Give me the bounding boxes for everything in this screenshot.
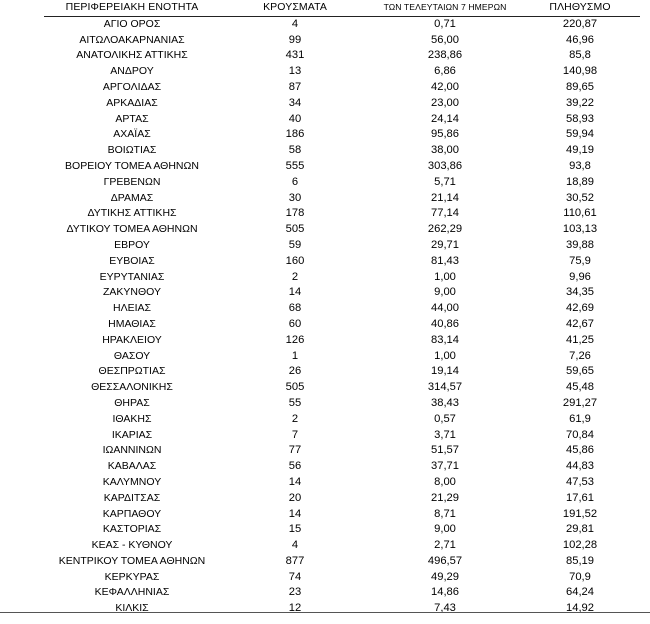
table-row xyxy=(44,285,640,301)
cell-last-7-days: 9,00 xyxy=(434,286,456,299)
cell-regional-unit: ΑΡΚΑΔΙΑΣ xyxy=(106,96,158,109)
table-row xyxy=(44,333,640,349)
table-row xyxy=(44,507,640,523)
cell-last-7-days: 81,43 xyxy=(431,254,459,267)
cell-regional-unit: ΓΡΕΒΕΝΩΝ xyxy=(103,175,161,188)
table-row xyxy=(44,570,640,586)
cell-population: 7,26 xyxy=(569,349,591,362)
cell-regional-unit: ΚΕΡΚΥΡΑΣ xyxy=(104,570,160,583)
cell-cases: 186 xyxy=(285,128,305,141)
cell-population: 191,52 xyxy=(562,507,598,520)
table-row xyxy=(44,301,640,317)
cell-last-7-days: 44,00 xyxy=(431,302,459,315)
cell-population: 17,61 xyxy=(566,491,594,504)
cell-population: 220,87 xyxy=(562,17,598,30)
cell-population: 9,96 xyxy=(569,270,591,283)
cell-population: 47,53 xyxy=(566,475,594,488)
cell-last-7-days: 262,29 xyxy=(427,223,463,236)
cell-population: 42,67 xyxy=(566,317,594,330)
table-row xyxy=(44,143,640,159)
table-row xyxy=(44,396,640,412)
cell-regional-unit: ΑΝΔΡΟΥ xyxy=(110,65,154,78)
header-last-7-days: ΤΩΝ ΤΕΛΕΥΤΑΙΩΝ 7 ΗΜΕΡΩΝ xyxy=(370,0,520,16)
cell-population: 102,28 xyxy=(562,539,598,552)
cell-population: 34,35 xyxy=(566,286,594,299)
cell-population: 45,48 xyxy=(566,381,594,394)
table-row xyxy=(44,127,640,143)
cell-population: 39,22 xyxy=(566,96,594,109)
cell-regional-unit: ΒΟΡΕΙΟΥ ΤΟΜΕΑ ΑΘΗΝΩΝ xyxy=(65,159,199,172)
cell-population: 46,96 xyxy=(566,33,594,46)
cell-last-7-days: 49,29 xyxy=(431,570,459,583)
cell-population: 140,98 xyxy=(562,65,598,78)
cell-cases: 40 xyxy=(288,112,302,125)
cell-cases: 34 xyxy=(288,96,302,109)
header-regional-unit: ΠΕΡΙΦΕΡΕΙΑΚΗ ΕΝΟΤΗΤΑ xyxy=(44,0,220,16)
cell-regional-unit: ΔΥΤΙΚΗΣ ΑΤΤΙΚΗΣ xyxy=(87,207,177,220)
cell-regional-unit: ΑΧΑΪΑΣ xyxy=(113,128,151,141)
cell-population: 30,52 xyxy=(566,191,594,204)
cell-cases: 77 xyxy=(288,444,302,457)
cell-cases: 4 xyxy=(291,539,299,552)
cell-cases: 126 xyxy=(285,333,305,346)
cell-cases: 56 xyxy=(288,460,302,473)
cell-regional-unit: ΔΡΑΜΑΣ xyxy=(110,191,154,204)
table-row xyxy=(44,112,640,128)
header-cases: ΚΡΟΥΣΜΑΤΑ xyxy=(220,0,370,16)
cell-last-7-days: 14,86 xyxy=(431,586,459,599)
table-row xyxy=(44,443,640,459)
cell-population: 110,61 xyxy=(563,207,597,220)
table-row xyxy=(44,48,640,64)
cell-population: 70,84 xyxy=(566,428,594,441)
cell-cases: 2 xyxy=(291,270,299,283)
document-sheet xyxy=(44,0,640,617)
cell-cases: 7 xyxy=(291,428,299,441)
cell-cases: 505 xyxy=(285,223,305,236)
cell-regional-unit: ΘΕΣΣΑΛΟΝΙΚΗΣ xyxy=(91,381,173,394)
cell-regional-unit: ΚΑΣΤΟΡΙΑΣ xyxy=(102,523,162,536)
cell-population: 49,19 xyxy=(566,144,594,157)
cell-cases: 55 xyxy=(288,396,302,409)
cell-last-7-days: 38,43 xyxy=(431,396,459,409)
cell-cases: 160 xyxy=(285,254,305,267)
cell-population: 61,9 xyxy=(569,412,591,425)
table-row xyxy=(44,317,640,333)
cell-cases: 178 xyxy=(285,207,305,220)
cell-cases: 6 xyxy=(291,175,299,188)
table-row xyxy=(44,459,640,475)
cell-last-7-days: 56,00 xyxy=(431,33,459,46)
cell-last-7-days: 42,00 xyxy=(431,80,459,93)
cell-cases: 555 xyxy=(285,159,305,172)
cell-population: 42,69 xyxy=(566,302,594,315)
cell-last-7-days: 24,14 xyxy=(431,112,459,125)
header-population: ΠΛΗΘΥΣΜΟ xyxy=(520,0,640,16)
cell-regional-unit: ΕΥΒΟΙΑΣ xyxy=(109,254,155,267)
cell-population: 59,94 xyxy=(566,128,594,141)
region-cases-table xyxy=(44,0,640,617)
cell-cases: 13 xyxy=(288,65,302,78)
cell-cases: 14 xyxy=(288,475,302,488)
cell-last-7-days: 23,00 xyxy=(431,96,459,109)
cell-regional-unit: ΑΝΑΤΟΛΙΚΗΣ ΑΤΤΙΚΗΣ xyxy=(76,49,188,62)
table-row xyxy=(44,254,640,270)
table-row xyxy=(44,206,640,222)
cell-cases: 877 xyxy=(285,554,305,567)
table-row xyxy=(44,380,640,396)
cell-last-7-days: 314,57 xyxy=(427,381,463,394)
cell-last-7-days: 19,14 xyxy=(431,365,459,378)
cell-population: 93,8 xyxy=(569,159,591,172)
cell-regional-unit: ΚΑΡΠΑΘΟΥ xyxy=(102,507,162,520)
cell-cases: 60 xyxy=(288,317,302,330)
cell-regional-unit: ΘΗΡΑΣ xyxy=(114,396,150,409)
cell-cases: 26 xyxy=(288,365,302,378)
table-row xyxy=(44,191,640,207)
cell-last-7-days: 7,43 xyxy=(434,602,456,615)
table-row xyxy=(44,80,640,96)
table-row xyxy=(44,428,640,444)
cell-last-7-days: 9,00 xyxy=(434,523,456,536)
cell-cases: 4 xyxy=(291,17,299,30)
table-body xyxy=(44,16,640,617)
cell-population: 14,92 xyxy=(566,602,594,615)
cell-regional-unit: ΑΡΤΑΣ xyxy=(115,112,149,125)
cell-last-7-days: 8,00 xyxy=(434,475,456,488)
cell-regional-unit: ΚΕΦΑΛΛΗΝΙΑΣ xyxy=(94,586,170,599)
cell-cases: 14 xyxy=(288,507,302,520)
cell-cases: 20 xyxy=(288,491,302,504)
cell-cases: 59 xyxy=(288,238,302,251)
cell-regional-unit: ΑΓΙΟ ΟΡΟΣ xyxy=(103,17,161,30)
cell-last-7-days: 95,86 xyxy=(431,128,459,141)
cell-population: 103,13 xyxy=(562,223,598,236)
cell-last-7-days: 83,14 xyxy=(431,333,459,346)
table-row xyxy=(44,64,640,80)
cell-regional-unit: ΙΘΑΚΗΣ xyxy=(112,412,152,425)
cell-population: 45,86 xyxy=(566,444,594,457)
table-row xyxy=(44,554,640,570)
cell-population: 85,19 xyxy=(566,554,594,567)
cell-cases: 74 xyxy=(288,570,302,583)
cell-last-7-days: 303,86 xyxy=(427,159,463,172)
cell-regional-unit: ΚΙΛΚΙΣ xyxy=(115,602,149,615)
cell-regional-unit: ΕΒΡΟΥ xyxy=(114,238,150,251)
cell-population: 89,65 xyxy=(566,80,594,93)
cell-last-7-days: 0,71 xyxy=(434,17,456,30)
cell-last-7-days: 29,71 xyxy=(431,238,459,251)
table-row xyxy=(44,222,640,238)
cell-population: 75,9 xyxy=(569,254,591,267)
table-header-row xyxy=(44,0,640,16)
cell-cases: 30 xyxy=(288,191,302,204)
cell-regional-unit: ΚΑΛΥΜΝΟΥ xyxy=(102,475,162,488)
cell-cases: 12 xyxy=(288,602,302,615)
cell-last-7-days: 6,86 xyxy=(434,65,456,78)
cell-population: 85,8 xyxy=(569,49,591,62)
cell-last-7-days: 496,57 xyxy=(427,554,463,567)
cell-cases: 505 xyxy=(285,381,305,394)
cell-population: 59,65 xyxy=(566,365,594,378)
cell-cases: 15 xyxy=(288,523,302,536)
table-row xyxy=(44,538,640,554)
cell-regional-unit: ΗΡΑΚΛΕΙΟΥ xyxy=(102,333,162,346)
cell-last-7-days: 2,71 xyxy=(434,539,456,552)
cell-last-7-days: 21,14 xyxy=(431,191,459,204)
page-bottom-divider xyxy=(0,612,650,613)
cell-population: 39,88 xyxy=(566,238,594,251)
cell-regional-unit: ΚΕΝΤΡΙΚΟΥ ΤΟΜΕΑ ΑΘΗΝΩΝ xyxy=(58,554,206,567)
cell-regional-unit: ΗΛΕΙΑΣ xyxy=(112,302,151,315)
cell-cases: 431 xyxy=(285,49,305,62)
cell-population: 29,81 xyxy=(566,523,594,536)
cell-last-7-days: 1,00 xyxy=(434,349,456,362)
cell-regional-unit: ΚΕΑΣ - ΚΥΘΝΟΥ xyxy=(91,539,173,552)
cell-regional-unit: ΑΙΤΩΛΟΑΚΑΡΝΑΝΙΑΣ xyxy=(79,33,185,46)
cell-population: 70,9 xyxy=(569,570,591,583)
table-row xyxy=(44,175,640,191)
cell-regional-unit: ΑΡΓΟΛΙΔΑΣ xyxy=(102,80,162,93)
table-row xyxy=(44,585,640,601)
table-row xyxy=(44,16,640,32)
cell-population: 58,93 xyxy=(566,112,594,125)
cell-cases: 99 xyxy=(288,33,302,46)
cell-last-7-days: 8,71 xyxy=(434,507,456,520)
cell-regional-unit: ΘΕΣΠΡΩΤΙΑΣ xyxy=(98,365,166,378)
cell-regional-unit: ΙΩΑΝΝΙΝΩΝ xyxy=(102,444,162,457)
cell-population: 44,83 xyxy=(566,460,594,473)
cell-regional-unit: ΖΑΚΥΝΘΟΥ xyxy=(102,286,161,299)
table-row xyxy=(44,601,640,617)
cell-cases: 23 xyxy=(288,586,302,599)
cell-population: 291,27 xyxy=(562,396,598,409)
cell-last-7-days: 37,71 xyxy=(431,460,459,473)
cell-last-7-days: 51,57 xyxy=(431,444,459,457)
table-row xyxy=(44,270,640,286)
cell-population: 64,24 xyxy=(566,586,594,599)
cell-last-7-days: 1,00 xyxy=(434,270,456,283)
table-row xyxy=(44,159,640,175)
cell-regional-unit: ΚΑΒΑΛΑΣ xyxy=(107,460,157,473)
cell-last-7-days: 38,00 xyxy=(431,144,459,157)
cell-cases: 2 xyxy=(291,412,299,425)
table-row xyxy=(44,412,640,428)
cell-last-7-days: 238,86 xyxy=(427,49,463,62)
cell-population: 41,25 xyxy=(566,333,594,346)
table-row xyxy=(44,33,640,49)
table-row xyxy=(44,364,640,380)
cell-cases: 58 xyxy=(288,144,302,157)
cell-regional-unit: ΒΟΙΩΤΙΑΣ xyxy=(107,144,157,157)
cell-regional-unit: ΚΑΡΔΙΤΣΑΣ xyxy=(103,491,161,504)
cell-regional-unit: ΕΥΡΥΤΑΝΙΑΣ xyxy=(99,270,165,283)
cell-population: 18,89 xyxy=(566,175,594,188)
cell-last-7-days: 40,86 xyxy=(431,317,459,330)
table-row xyxy=(44,522,640,538)
cell-cases: 87 xyxy=(288,80,302,93)
cell-last-7-days: 21,29 xyxy=(431,491,459,504)
cell-last-7-days: 5,71 xyxy=(434,175,456,188)
cell-cases: 68 xyxy=(288,302,302,315)
cell-cases: 1 xyxy=(291,349,299,362)
cell-last-7-days: 0,57 xyxy=(434,412,456,425)
cell-regional-unit: ΙΚΑΡΙΑΣ xyxy=(111,428,153,441)
table-row xyxy=(44,475,640,491)
cell-last-7-days: 3,71 xyxy=(434,428,456,441)
cell-regional-unit: ΘΑΣΟΥ xyxy=(113,349,151,362)
cell-cases: 14 xyxy=(288,286,302,299)
table-row xyxy=(44,96,640,112)
cell-regional-unit: ΗΜΑΘΙΑΣ xyxy=(108,317,156,330)
table-row xyxy=(44,238,640,254)
cell-last-7-days: 77,14 xyxy=(431,207,459,220)
table-row xyxy=(44,349,640,365)
table-row xyxy=(44,491,640,507)
cell-regional-unit: ΔΥΤΙΚΟΥ ΤΟΜΕΑ ΑΘΗΝΩΝ xyxy=(66,223,198,236)
